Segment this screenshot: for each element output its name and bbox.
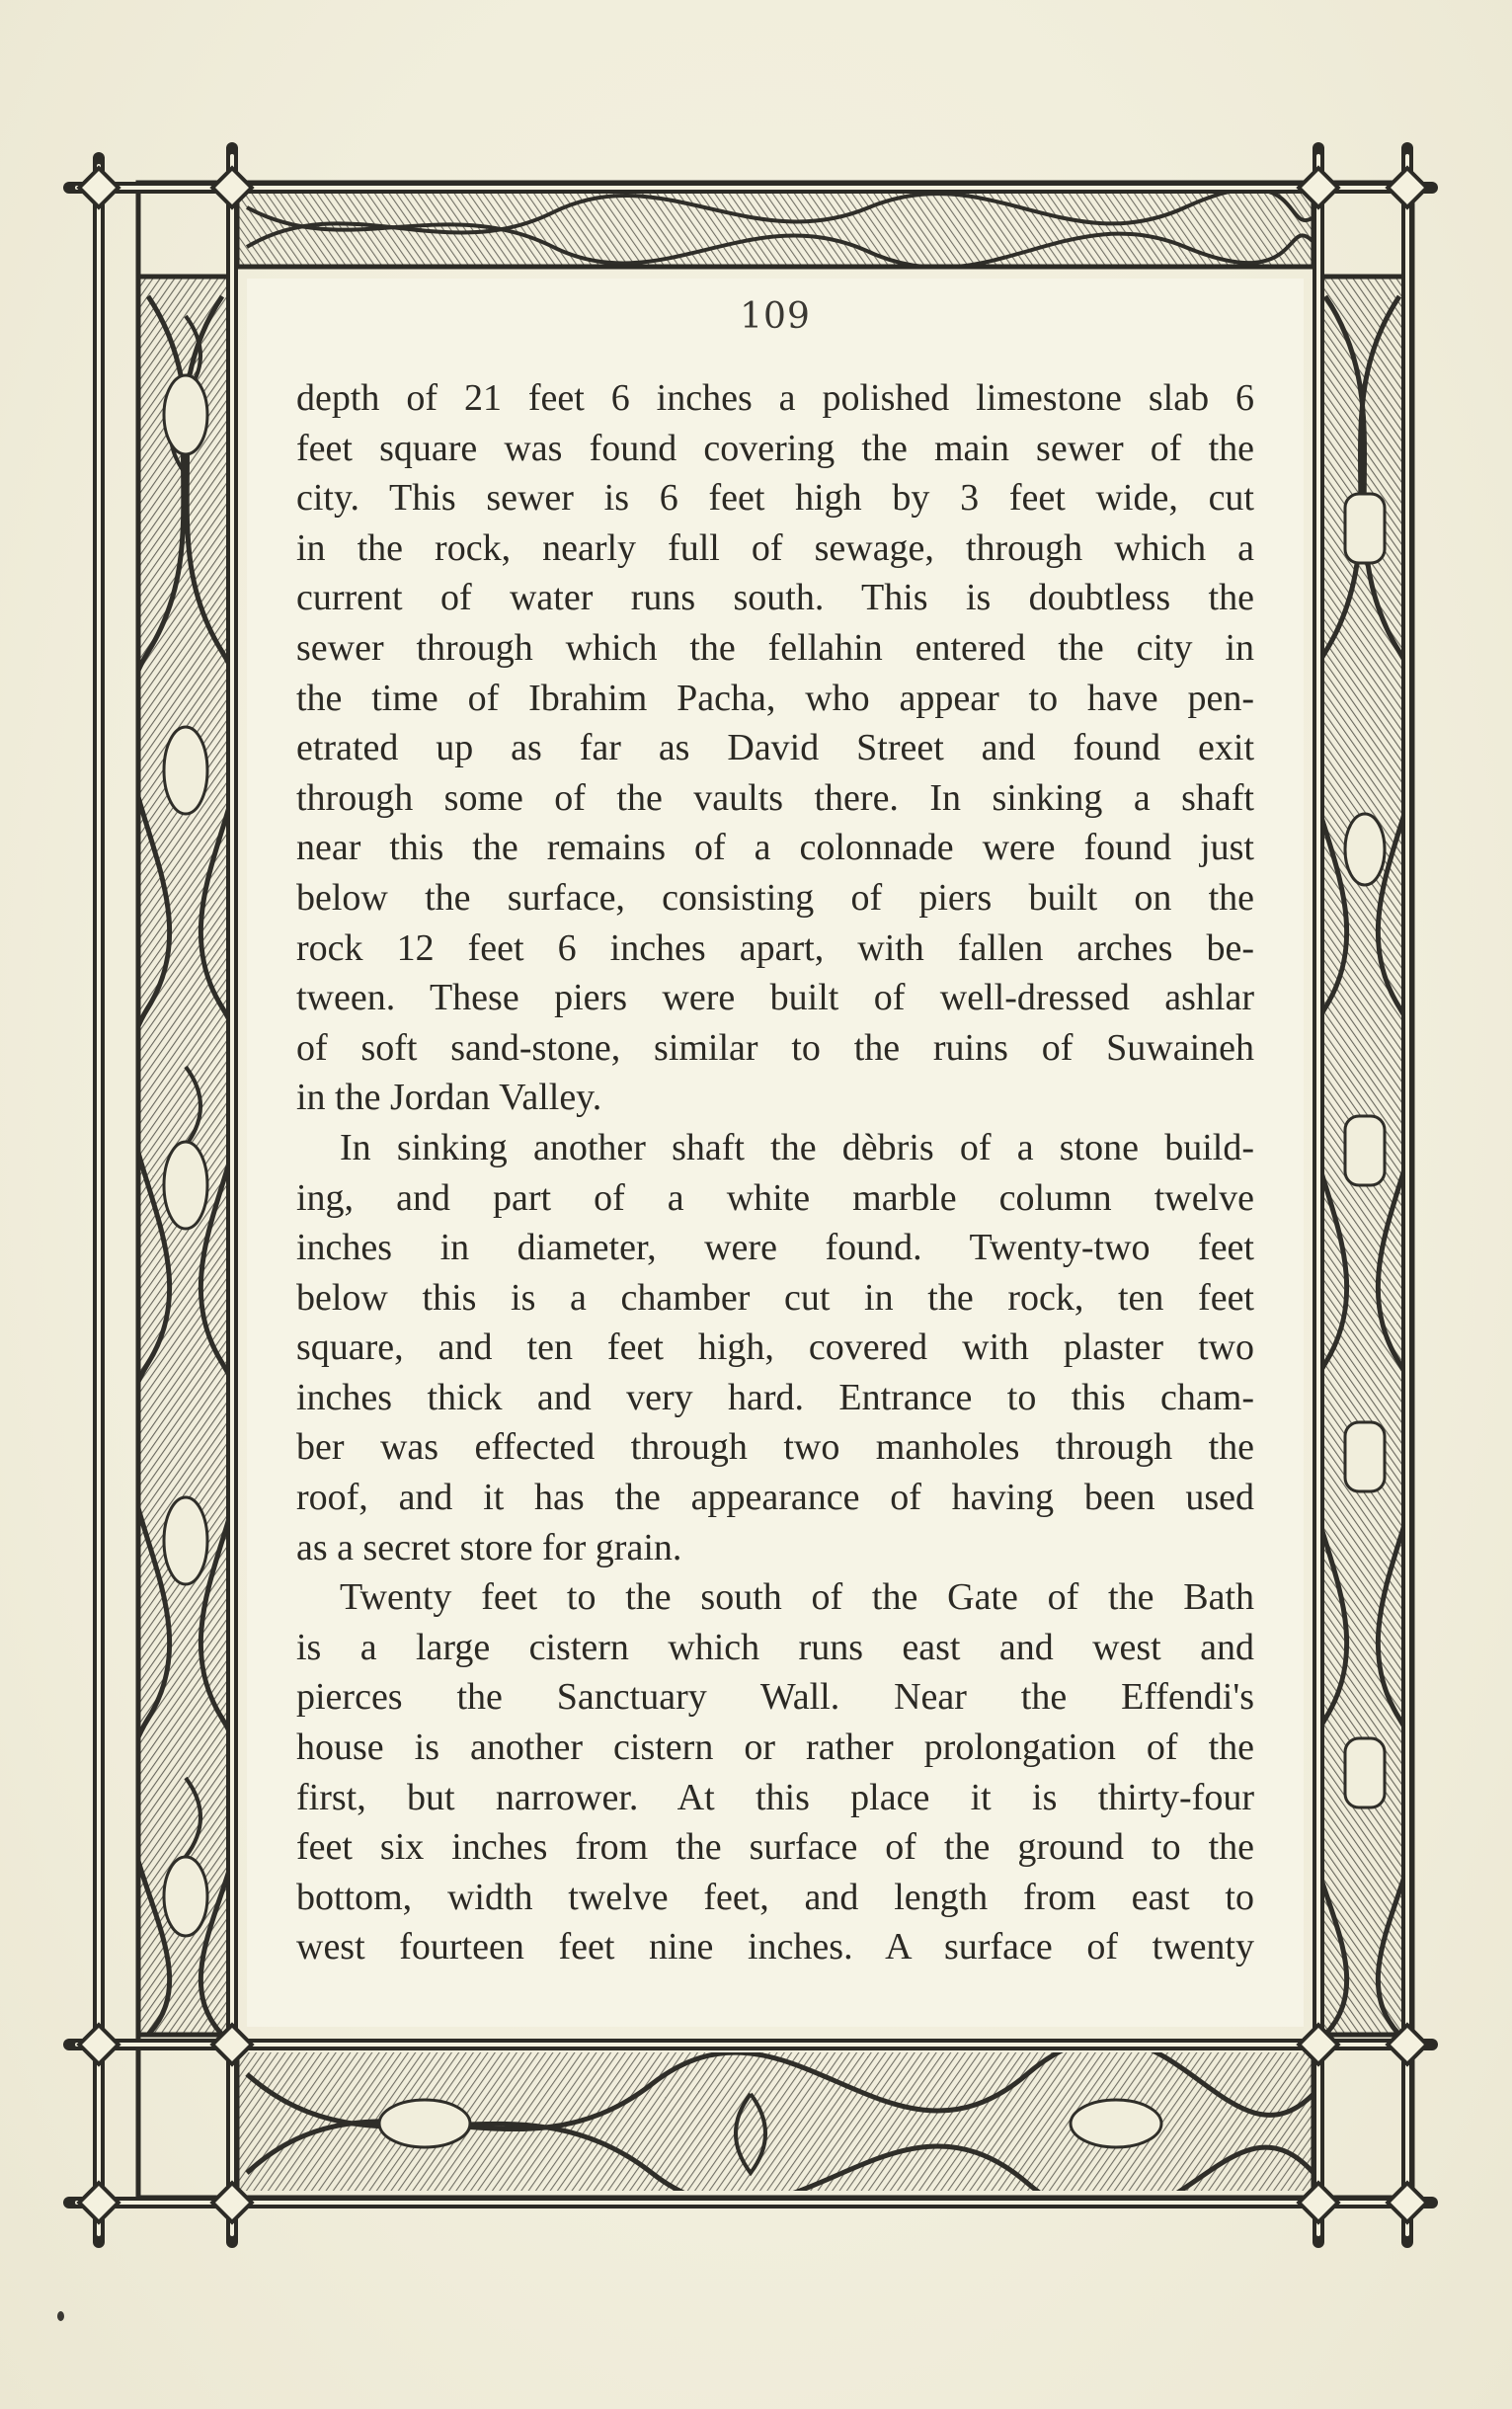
- text-line: the time of Ibrahim Pacha, who appear to have pen-: [296, 677, 1254, 719]
- text-line: bottom, width twelve feet, and length from east to: [296, 1876, 1254, 1918]
- text-line: near this the remains of a colonnade were found just: [296, 827, 1254, 869]
- text-line: city. This sewer is 6 feet high by 3 feet wide, cut: [296, 477, 1254, 520]
- text-line: feet six inches from the surface of the ground to the: [296, 1826, 1254, 1869]
- text-line: In sinking another shaft the dèbris of a stone build-: [340, 1126, 1254, 1168]
- text-line: current of water runs south. This is doubtless the: [296, 577, 1254, 619]
- text-line: below the surface, consisting of piers built on the: [296, 876, 1254, 919]
- text-line: in the rock, nearly full of sewage, through which a: [296, 526, 1254, 569]
- text-line: roof, and it has the appearance of having been used: [296, 1477, 1254, 1519]
- text-line: ber was effected through two manholes through the: [296, 1426, 1254, 1469]
- text-line: Twenty feet to the south of the Gate of the Bath: [340, 1576, 1254, 1619]
- text-line: feet square was found covering the main sewer of the: [296, 427, 1254, 469]
- text-line: as a secret store for grain.: [296, 1526, 682, 1568]
- text-panel: [247, 279, 1304, 2027]
- text-line: depth of 21 feet 6 inches a polished limestone slab 6: [296, 377, 1254, 419]
- text-line: is a large cistern which runs east and west and: [296, 1626, 1254, 1668]
- body-text: [296, 373, 1254, 1972]
- text-line: inches in diameter, were found. Twenty-two feet: [296, 1227, 1254, 1269]
- ink-speck: [57, 2311, 64, 2321]
- text-line: tween. These piers were built of well-dressed ashlar: [296, 977, 1254, 1019]
- text-line: in the Jordan Valley.: [296, 1077, 602, 1119]
- text-line: through some of the vaults there. In sinking a shaft: [296, 776, 1254, 819]
- text-line: inches thick and very hard. Entrance to this cham-: [296, 1376, 1254, 1418]
- text-line: first, but narrower. At this place it is thirty-four: [296, 1776, 1254, 1818]
- text-line: rock 12 feet 6 inches apart, with fallen arches be-: [296, 926, 1254, 969]
- text-line: of soft sand-stone, similar to the ruins of Suwaineh: [296, 1026, 1254, 1069]
- text-line: west fourteen feet nine inches. A surface of twenty: [296, 1926, 1254, 1968]
- text-line: below this is a chamber cut in the rock, ten feet: [296, 1276, 1254, 1319]
- text-line: ing, and part of a white marble column twelve: [296, 1176, 1254, 1219]
- text-line: square, and ten feet high, covered with plaster two: [296, 1326, 1254, 1369]
- text-line: house is another cistern or rather prolongation of the: [296, 1726, 1254, 1769]
- text-line: sewer through which the fellahin entered the city in: [296, 626, 1254, 669]
- text-line: etrated up as far as David Street and found exit: [296, 727, 1254, 769]
- page-number: 109: [740, 296, 811, 337]
- text-line: pierces the Sanctuary Wall. Near the Effendi's: [296, 1676, 1254, 1719]
